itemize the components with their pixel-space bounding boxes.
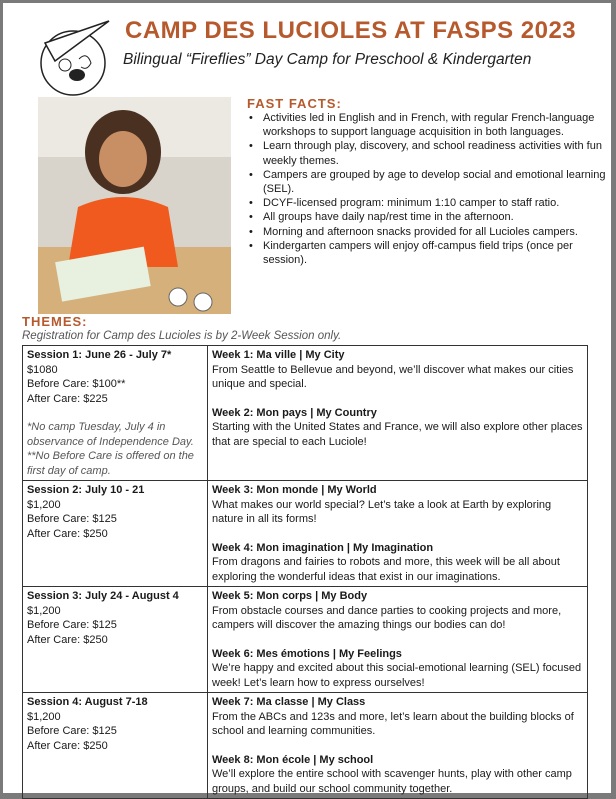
week-title: Week 5: Mon corps | My Body [212, 590, 368, 602]
fact-item: • Campers are grouped by age to develop social and emotional learning (SEL). [247, 168, 607, 196]
week-title: Week 2: Mon pays | My Country [212, 406, 377, 419]
week-desc: From obstacle courses and dance parties to cooking projects and more, campers will discover the amazing things our bodies can do! [212, 604, 562, 631]
session-price: $1,200 [27, 604, 61, 617]
session-title: Session 4: August 7-18 [27, 696, 148, 708]
after-care: After Care: $250 [27, 739, 108, 752]
session-title: Session 1: June 26 - July 7* [27, 349, 172, 361]
session-price: $1,200 [27, 710, 61, 723]
fact-item: • All groups have daily nap/rest time in the afternoon. [247, 210, 607, 224]
before-care: Before Care: $100** [27, 378, 126, 390]
session-cell [23, 346, 208, 481]
fact-item: • DCYF-licensed program: minimum 1:10 camper to staff ratio. [247, 196, 607, 210]
session-price: $1080 [27, 363, 58, 376]
fact-item: • Learn through play, discovery, and school readiness activities with fun weekly themes. [247, 139, 607, 167]
camper-photo [38, 97, 231, 314]
after-care: After Care: $250 [27, 633, 108, 646]
fact-item: • Morning and afternoon snacks provided for all Lucioles campers. [247, 225, 607, 239]
week-desc: We’re happy and excited about this social-emotional learning (SEL) focused week! Let’s learn how to express ourselves! [212, 662, 582, 689]
session-note: *No camp Tuesday, July 4 in observance of Independence Day. [27, 421, 194, 448]
themes-heading: THEMES: [22, 314, 88, 329]
before-care: Before Care: $125 [27, 725, 117, 737]
fact-item: • Kindergarten campers will enjoy off-campus field trips (once per session). [247, 239, 607, 267]
sessions-table [22, 345, 588, 799]
week-desc: From dragons and fairies to robots and more, this week will be all about exploring the wonderful ideas that exist in our imaginations. [212, 556, 560, 583]
before-care: Before Care: $125 [27, 513, 117, 525]
weeks-cell [208, 587, 588, 693]
week-title: Week 8: Mon école | My school [212, 753, 374, 766]
fast-facts-heading: FAST FACTS: [247, 96, 342, 111]
week-desc: From Seattle to Bellevue and beyond, we’ll discover what makes our cities unique and special. [212, 363, 574, 390]
table-row [23, 693, 588, 799]
session-cell [23, 587, 208, 693]
week-desc: What makes our world special? Let’s take a look at Earth by exploring nature in all its forms! [212, 498, 552, 525]
after-care: After Care: $250 [27, 527, 108, 540]
registration-note: Registration for Camp des Lucioles is by 2-Week Session only. [22, 330, 342, 342]
table-row [23, 587, 588, 693]
session-title: Session 2: July 10 - 21 [27, 484, 145, 496]
week-title: Week 4: Mon imagination | My Imagination [212, 541, 434, 554]
camp-logo [39, 17, 111, 101]
page [3, 3, 611, 793]
session-note: **No Before Care is offered on the first day of camp. [27, 450, 194, 477]
week-desc: Starting with the United States and France, we will also explore other places that are special to each Luciole! [212, 421, 583, 448]
weeks-cell [208, 481, 588, 587]
week-title: Week 1: Ma ville | My City [212, 349, 345, 361]
session-cell [23, 481, 208, 587]
week-title: Week 7: Ma classe | My Class [212, 696, 366, 708]
session-title: Session 3: July 24 - August 4 [27, 590, 179, 602]
week-desc: From the ABCs and 123s and more, let’s learn about the building blocks of school and learning communities. [212, 710, 574, 737]
table-row [23, 346, 588, 481]
weeks-cell [208, 346, 588, 481]
week-title: Week 6: Mes émotions | My Feelings [212, 647, 402, 660]
after-care: After Care: $225 [27, 392, 108, 405]
table-row [23, 481, 588, 587]
page-subtitle: Bilingual “Fireflies” Day Camp for Preschool & Kindergarten [123, 51, 532, 68]
fast-facts [247, 96, 607, 267]
week-title: Week 3: Mon monde | My World [212, 484, 377, 496]
weeks-cell [208, 693, 588, 799]
before-care: Before Care: $125 [27, 619, 117, 631]
page-title: CAMP DES LUCIOLES AT FASPS 2023 [125, 17, 577, 44]
week-desc: We’ll explore the entire school with scavenger hunts, play with other camp groups, and build our school community together. [212, 768, 572, 795]
fact-item: • Activities led in English and in French, with regular French-language workshops to support language acquisition in both languages. [247, 111, 607, 139]
session-price: $1,200 [27, 498, 61, 511]
session-cell [23, 693, 208, 799]
